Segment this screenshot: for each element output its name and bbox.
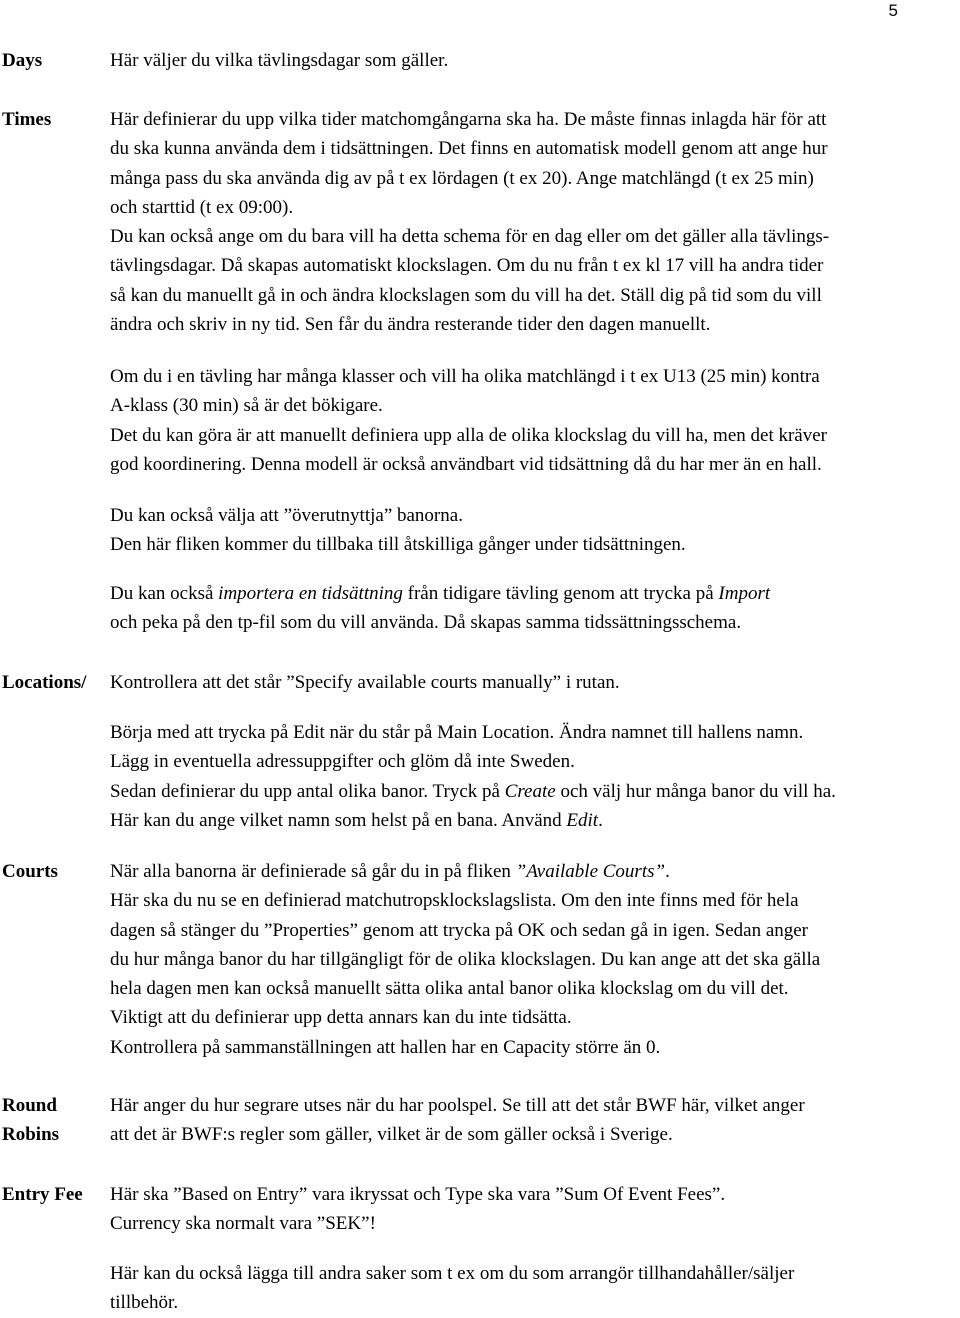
text-line: A-klass (30 min) så är det bökigare.	[110, 395, 383, 417]
text-line: Här ska ”Based on Entry” vara ikryssat och Type ska vara ”Sum Of Event Fees”.	[110, 1184, 726, 1205]
text-run: Du kan också	[110, 583, 219, 604]
text-line: Currency ska normalt vara ”SEK”!	[110, 1213, 376, 1235]
section-label-entry-fee: Entry Fee	[2, 1184, 83, 1205]
text-line: Kontrollera på sammanställningen att hallen har en Capacity större än 0.	[110, 1036, 661, 1058]
text-line: Den här fliken kommer du tillbaka till åtskilliga gånger under tidsättningen.	[110, 534, 686, 556]
section-label-courts: Courts	[2, 861, 58, 882]
section-text-round-robins	[110, 1091, 960, 1150]
text-line: dagen så stänger du ”Properties” genom att trycka på OK och sedan gå in igen. Sedan anger	[110, 919, 809, 941]
text-line: du ska kunna använda dem i tidsättningen. Det finns en automatisk modell genom att ange hur	[110, 138, 828, 160]
text-run: .	[665, 861, 670, 882]
emphasis-text: ”Available Courts”	[515, 861, 666, 882]
text-line: Du kan också välja att ”överutnyttja” banorna.	[110, 505, 463, 526]
text-line: tillbehör.	[110, 1292, 179, 1314]
text-line	[110, 806, 960, 835]
text-line: hela dagen men kan också manuellt sätta olika antal banor olika klockslag om du vill det.	[110, 978, 789, 1000]
section-label-days: Days	[2, 50, 43, 71]
text-line: Här ska du nu se en definierad matchutropsklockslagslista. Om den inte finns med för hela	[110, 890, 799, 912]
text-line: Här väljer du vilka tävlingsdagar som gäller.	[110, 50, 449, 71]
text-run: .	[598, 809, 603, 831]
text-run: När alla banorna är definierade så går du in på fliken	[110, 861, 516, 882]
text-line: många pass du ska använda dig av på t ex lördagen (t ex 20). Ange matchlängd (t ex 25 min)	[110, 167, 814, 189]
text-line: Här kan du också lägga till andra saker som t ex om du som arrangör tillhandahåller/säljer	[110, 1263, 795, 1284]
section-label-round-robins	[2, 1091, 59, 1150]
text-line: Om du i en tävling har många klasser och vill ha olika matchlängd i t ex U13 (25 min) kontra	[110, 366, 820, 387]
text-run: Sedan definierar du upp antal olika banor. Tryck på	[110, 780, 505, 802]
text-line: Börja med att trycka på Edit när du står på Main Location. Ändra namnet till hallens namn.	[110, 722, 804, 743]
section-text-times-p2	[110, 362, 960, 479]
section-text-entry-fee-p2	[110, 1259, 960, 1318]
emphasis-text: Edit	[566, 809, 599, 831]
section-text-entry-fee	[110, 1180, 960, 1239]
section-text-times-p3	[110, 501, 960, 560]
emphasis-text: Create	[504, 780, 556, 802]
text-line: så kan du manuellt gå in och ändra klockslagen som du vill ha det. Ställ dig på tid som du vill	[110, 284, 822, 306]
section-text-courts	[110, 857, 960, 1062]
section-text-locations-p2	[110, 718, 960, 835]
text-line: du hur många banor du har tillgängligt för de olika klockslagen. Du kan ange att det ska gälla	[110, 948, 821, 970]
section-text-locations-p1	[110, 668, 960, 697]
text-line: Kontrollera att det står ”Specify available courts manually” i rutan.	[110, 672, 620, 693]
section-text-days	[110, 46, 960, 75]
text-line	[110, 857, 960, 886]
page-number: 5	[888, 1, 898, 20]
section-label-times: Times	[2, 109, 52, 130]
text-line: Här anger du hur segrare utses när du har poolspel. Se till att det står BWF här, vilket anger	[110, 1095, 805, 1116]
text-line: och peka på den tp-fil som du vill använda. Då skapas samma tidssättningsschema.	[110, 612, 742, 634]
text-run: Här kan du ange vilket namn som helst på en bana. Använd	[110, 809, 567, 831]
text-line: och starttid (t ex 09:00).	[110, 196, 294, 218]
text-line: Du kan också ange om du bara vill ha detta schema för en dag eller om det gäller alla tävlings-	[110, 226, 830, 248]
text-line: Viktigt att du definierar upp detta annars kan du inte tidsätta.	[110, 1007, 572, 1029]
emphasis-text: importera en tidsättning	[218, 583, 403, 604]
section-text-times-p1	[110, 105, 960, 339]
text-line: att det är BWF:s regler som gäller, vilket är de som gäller också i Sverige.	[110, 1124, 673, 1146]
emphasis-text: Import	[718, 583, 771, 604]
section-label-locations: Locations/	[2, 672, 87, 693]
text-line: Lägg in eventuella adressuppgifter och glöm då inte Sweden.	[110, 751, 575, 773]
text-line	[110, 777, 960, 806]
text-line: Här definierar du upp vilka tider matchomgångarna ska ha. De måste finnas inlagda här för att	[110, 109, 827, 130]
text-line: god koordinering. Denna modell är också användbart vid tidsättning då du har mer än en hall.	[110, 453, 822, 475]
text-line: ändra och skriv in ny tid. Sen får du ändra resterande tider den dagen manuellt.	[110, 314, 711, 336]
label-line: Robins	[2, 1124, 60, 1146]
section-text-times-p4	[110, 579, 960, 638]
label-line: Round	[2, 1095, 57, 1116]
text-line: tävlingsdagar. Då skapas automatiskt klockslagen. Om du nu från t ex kl 17 vill ha andra tider	[110, 255, 824, 277]
text-line	[110, 579, 960, 608]
text-run: och välj hur många banor du vill ha.	[555, 780, 836, 802]
text-line: Det du kan göra är att manuellt definiera upp alla de olika klockslag du vill ha, men det kräver	[110, 424, 827, 446]
text-run: från tidigare tävling genom att trycka på	[402, 583, 719, 604]
